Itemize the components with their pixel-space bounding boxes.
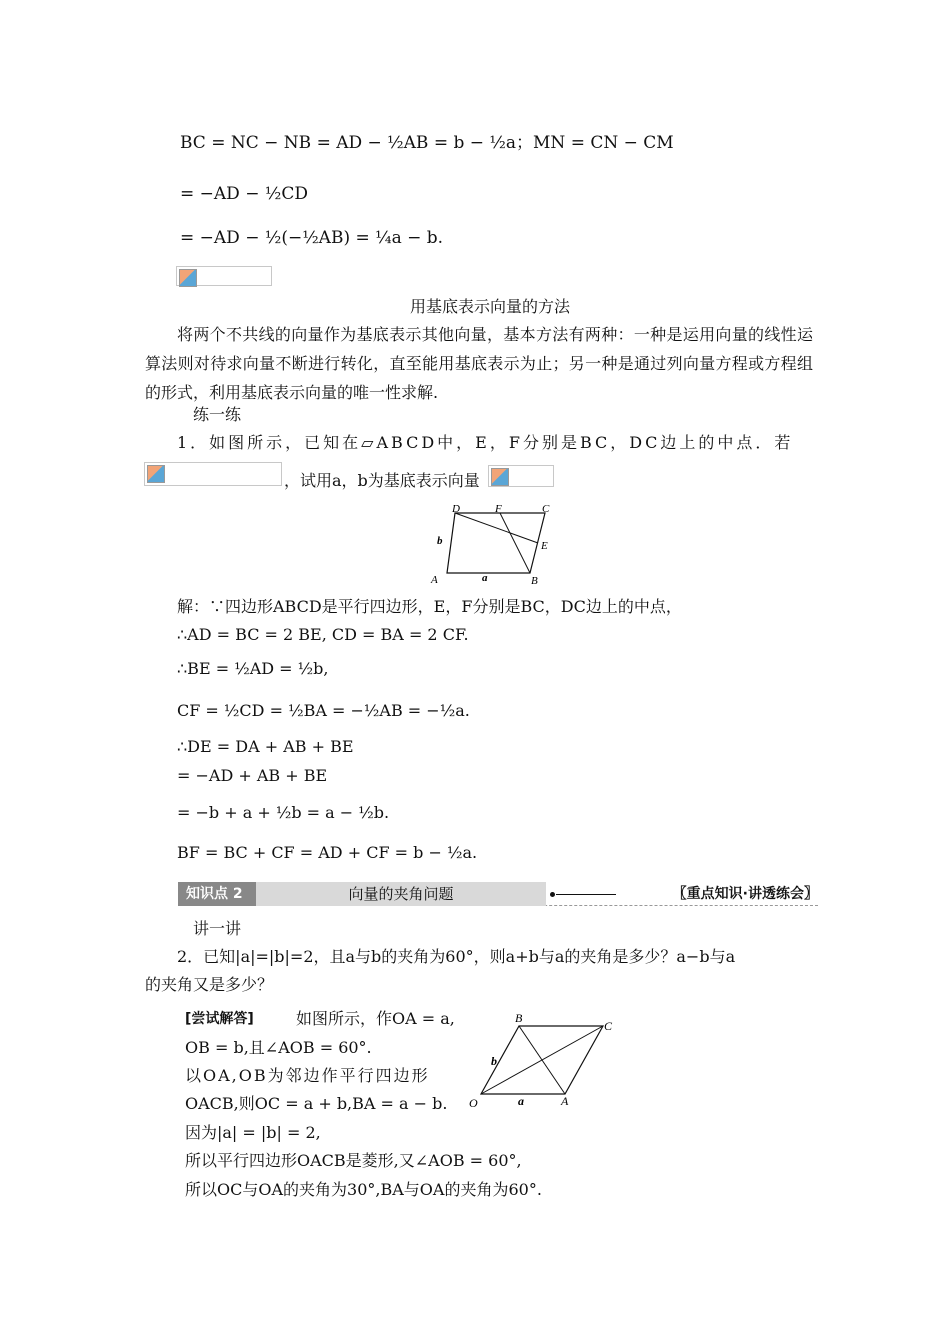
fig1-label-F: F [495, 503, 502, 515]
fig1-label-E: E [541, 540, 548, 552]
question-1-line-1: 1．如图所示，已知在▱ABCD中，E，F分别是BC，DC边上的中点．若 [177, 433, 794, 452]
fig1-label-A: A [431, 574, 438, 586]
method-body: 将两个不共线的向量作为基底表示其他向量，基本方法有两种：一种是运用向量的线性运算法则对待求向量不断进行转化，直至能用基底表示为止；另一种是通过列向量方程或方程组的形式，利用基底表示向量的唯一性求解. [145, 325, 813, 402]
solution-line-4: ∴DE = DA + AB + BE [177, 737, 354, 756]
solution-line-2: ∴BE = ½AD = ½b, [177, 659, 329, 678]
image-icon [147, 465, 165, 483]
answer-line-5: 因为|a| = |b| = 2, [185, 1123, 321, 1142]
section-tag: 知识点 2 [178, 882, 256, 906]
answer-tag: [尝试解答] [185, 1011, 254, 1027]
solution-line-5: = −AD + AB + BE [177, 766, 328, 785]
answer-line-3: 以OA,OB为邻边作平行四边形 [185, 1066, 430, 1085]
broken-image [488, 465, 554, 487]
broken-image [176, 266, 272, 286]
rhombus-figure-2 [465, 1008, 625, 1112]
image-icon [179, 269, 197, 287]
divider [556, 894, 616, 895]
fig1-label-C: C [542, 503, 550, 515]
fig1-label-B: B [531, 575, 538, 587]
question-2-line-1: 2．已知|a|=|b|=2，且a与b的夹角为60°，则a+b与a的夹角是多少？a−b与a [177, 947, 736, 966]
solution-line-7: BF = BC + CF = AD + CF = b − ½a. [177, 843, 478, 862]
practice-heading: 练一练 [193, 405, 242, 424]
fig1-label-b: b [437, 535, 443, 547]
image-icon [491, 468, 509, 486]
question-1-line-2: ，试用a，b为基底表示向量 [284, 471, 480, 490]
fig2-label-O: O [469, 1096, 478, 1110]
section-badge-label: 〖重点知识·讲透练会〗 [672, 886, 818, 902]
answer-line-7: 所以OC与OA的夹角为30°,BA与OA的夹角为60°. [185, 1180, 542, 1199]
fig2-label-b: b [491, 1054, 497, 1068]
fig2-label-B: B [515, 1011, 523, 1025]
fig2-label-A: A [561, 1094, 569, 1108]
broken-image [144, 462, 282, 486]
fig2-label-C: C [604, 1019, 613, 1033]
answer-line-4: OACB,则OC = a + b,BA = a − b. [185, 1094, 448, 1113]
solution-line-1: ∴AD = BC = 2 BE, CD = BA = 2 CF. [177, 625, 469, 644]
answer-line-1: 如图所示，作OA = a, [296, 1009, 455, 1028]
section-badge [550, 882, 818, 906]
solution-line-6: = −b + a + ½b = a − ½b. [177, 803, 390, 822]
bullet-icon [550, 892, 555, 897]
parallelogram-figure-1 [425, 500, 565, 590]
fig2-label-a: a [518, 1094, 524, 1108]
math-line-2: = −AD − ½CD [180, 184, 308, 204]
math-line-3: = −AD − ½(−½AB) = ¼a − b. [180, 228, 444, 248]
math-line-1: BC = NC − NB = AD − ½AB = b − ½a；MN = CN − CM [180, 133, 674, 153]
fig1-label-D: D [452, 503, 460, 515]
answer-line-2: OB = b,且∠AOB = 60°. [185, 1038, 372, 1057]
solution-line-3: CF = ½CD = ½BA = −½AB = −½a. [177, 701, 470, 720]
solution-intro: 解：∵四边形ABCD是平行四边形，E，F分别是BC，DC边上的中点， [177, 597, 682, 616]
fig1-label-a: a [482, 572, 488, 584]
lecture-heading: 讲一讲 [193, 919, 242, 938]
method-title: 用基底表示向量的方法 [410, 297, 571, 316]
question-2-line-2: 的夹角又是多少？ [145, 975, 274, 994]
answer-line-6: 所以平行四边形OACB是菱形,又∠AOB = 60°, [185, 1151, 522, 1170]
section-title: 向量的夹角问题 [256, 882, 546, 906]
section-header [178, 882, 818, 906]
